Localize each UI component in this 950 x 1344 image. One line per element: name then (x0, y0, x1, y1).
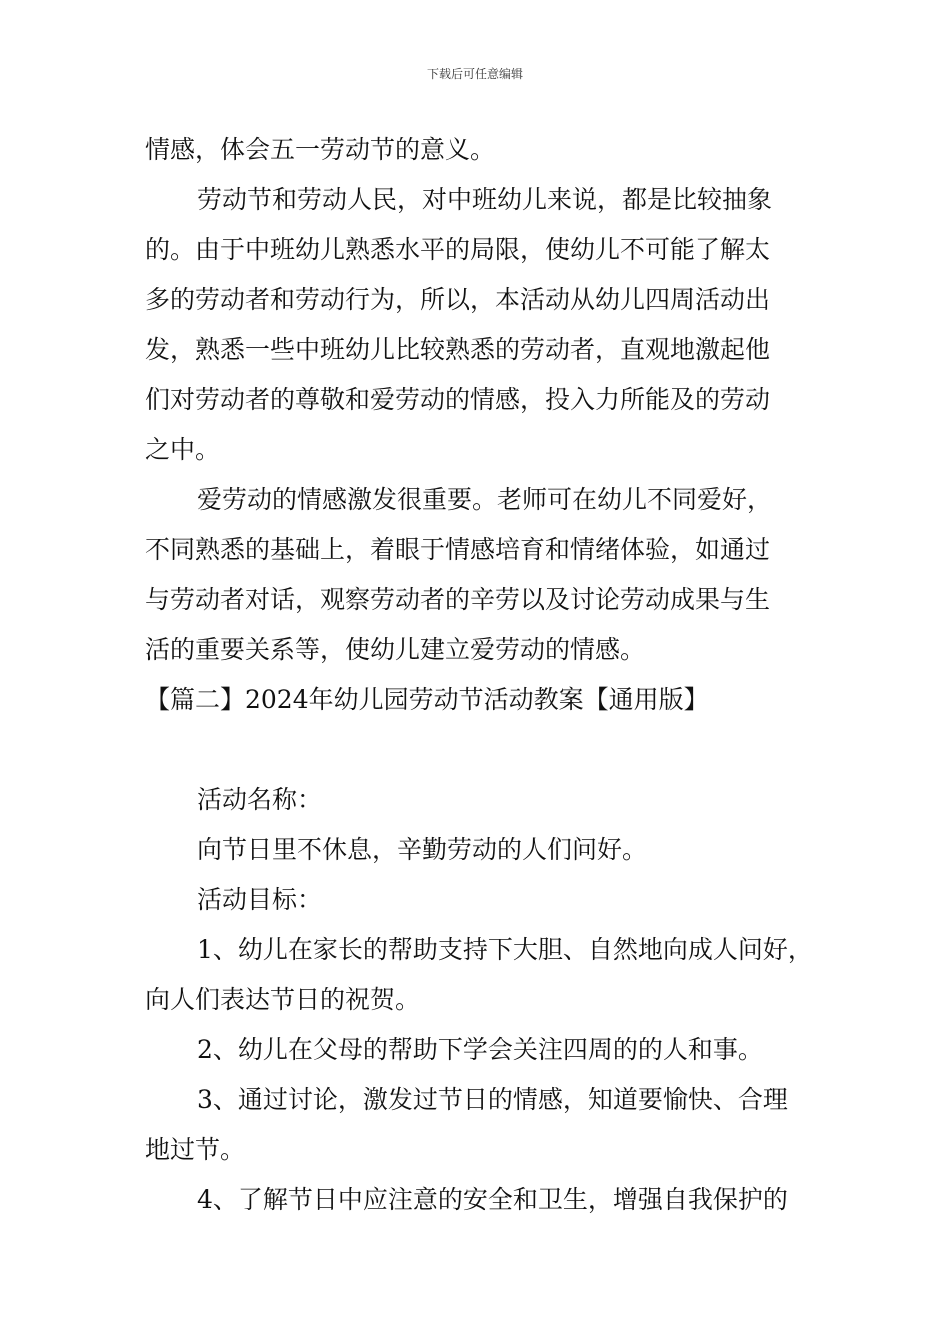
activity-name-label: 活动名称： (197, 785, 323, 814)
body-line: 不同熟悉的基础上，着眼于情感培育和情绪体验，如通过 (145, 535, 771, 564)
body-line: 活的重要关系等，使幼儿建立爱劳动的情感。 (145, 635, 646, 664)
body-line: 的。由于中班幼儿熟悉水平的局限，使幼儿不可能了解太 (145, 235, 771, 264)
body-line: 多的劳动者和劳动行为，所以，本活动从幼儿四周活动出 (145, 285, 771, 314)
goal-item-4: 4、了解节日中应注意的安全和卫生，增强自我保护的 (197, 1185, 788, 1214)
goal-item-1-continued: 向人们表达节日的祝贺。 (145, 985, 421, 1014)
activity-name-value: 向节日里不休息，辛勤劳动的人们问好。 (197, 835, 648, 864)
paragraph-start-line: 爱劳动的情感激发很重要。老师可在幼儿不同爱好， (197, 485, 773, 514)
body-line: 情感，体会五一劳动节的意义。 (145, 135, 496, 164)
body-line: 们对劳动者的尊敬和爱劳动的情感，投入力所能及的劳动 (145, 385, 771, 414)
body-line: 与劳动者对话，观察劳动者的辛劳以及讨论劳动成果与生 (145, 585, 771, 614)
page-header-note: 下载后可任意编辑 (426, 67, 523, 81)
goal-item-3-continued: 地过节。 (145, 1135, 246, 1164)
body-line: 发，熟悉一些中班幼儿比较熟悉的劳动者，直观地激起他 (145, 335, 771, 364)
activity-goals-label: 活动目标： (197, 885, 323, 914)
blank-line (145, 725, 835, 775)
section-heading: 【篇二】2024年幼儿园劳动节活动教案【通用版】 (145, 685, 709, 714)
document-body (145, 125, 835, 1225)
goal-item-1: 1、幼儿在家长的帮助支持下大胆、自然地向成人问好， (197, 935, 813, 964)
body-line: 之中。 (145, 435, 221, 464)
goal-item-3: 3、通过讨论，激发过节日的情感，知道要愉快、合理 (197, 1085, 788, 1114)
paragraph-start-line: 劳动节和劳动人民，对中班幼儿来说，都是比较抽象 (197, 185, 773, 214)
goal-item-2: 2、幼儿在父母的帮助下学会关注四周的的人和事。 (197, 1035, 763, 1064)
